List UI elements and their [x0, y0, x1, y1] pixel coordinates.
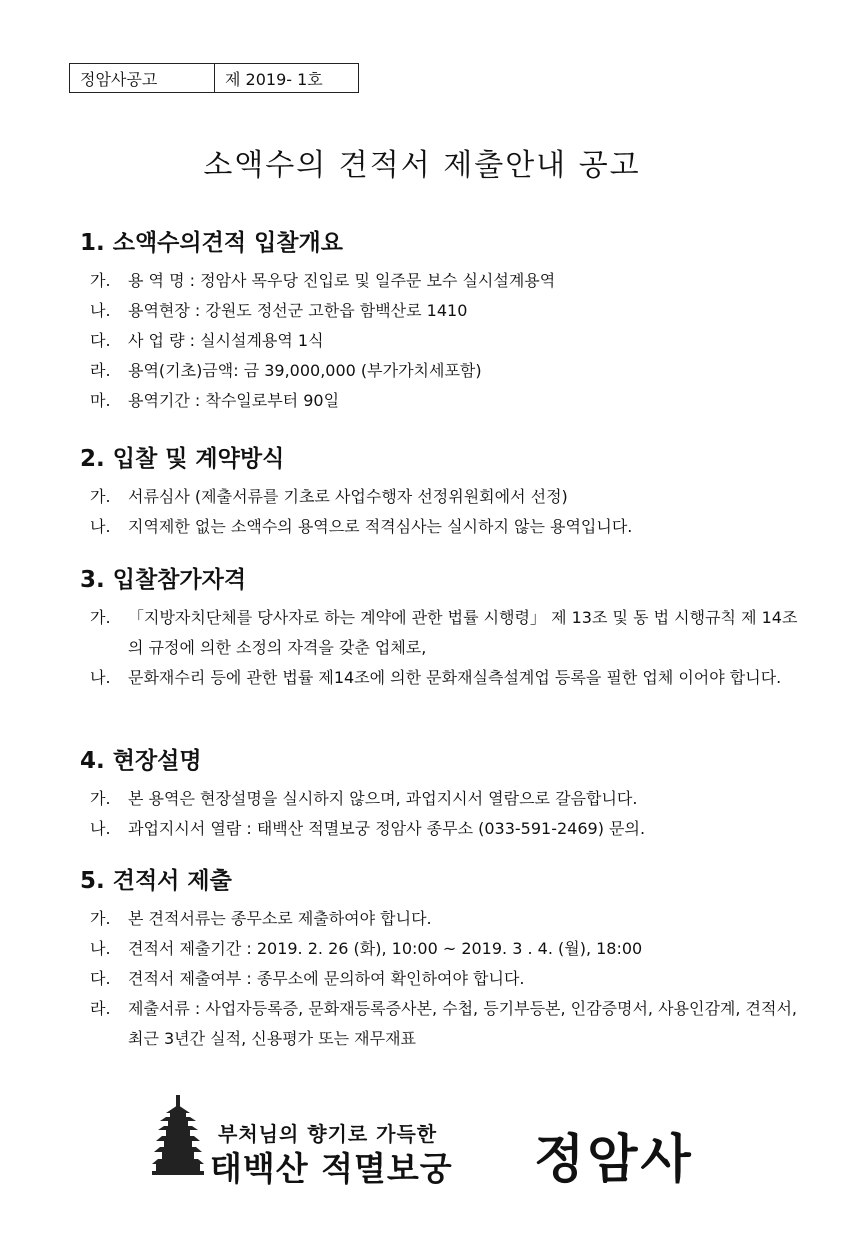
list-item: 나. 견적서 제출기간 : 2019. 2. 26 (화), 10:00 ~ 2019. 3 . 4. (월), 18:00 [90, 939, 643, 958]
section-heading: 4. 현장설명 [80, 748, 202, 774]
section-submission [80, 864, 800, 1054]
list-item: 가. 본 견적서류는 종무소로 제출하여야 합니다. [90, 909, 432, 928]
list-item: 나. 용역현장 : 강원도 정선군 고한읍 함백산로 1410 [90, 301, 468, 320]
section-method [80, 442, 800, 542]
list-item: 가. 용 역 명 : 정암사 목우당 진입로 및 일주문 보수 실시설계용역 [90, 271, 556, 290]
list-item: 다. 사 업 량 : 실시설계용역 1식 [90, 331, 324, 350]
list-item: 마. 용역기간 : 착수일로부터 90일 [90, 391, 340, 410]
temple-seal [150, 1095, 750, 1190]
list-item: 라. 용역(기초)금액: 금 39,000,000 (부가가치세포함) [90, 361, 482, 380]
list-item: 가. 서류심사 (제출서류를 기초로 사업수행자 선정위원회에서 선정) [90, 487, 568, 506]
section-heading: 5. 견적서 제출 [80, 868, 232, 894]
notice-number: 제 2019- 1호 [225, 69, 323, 89]
section-heading: 1. 소액수의견적 입찰개요 [80, 230, 343, 256]
list-item: 가. 본 용역은 현장설명을 실시하지 않으며, 과업지시서 열람으로 갈음합니다. [90, 789, 638, 808]
page-title: 소액수의 견적서 제출안내 공고 [203, 148, 641, 184]
notice-org: 정암사공고 [70, 64, 215, 92]
seal-tagline: 부처님의 향기로 가득한 [218, 1122, 438, 1146]
section-site-briefing [80, 744, 800, 844]
list-item: 라. 제출서류 : 사업자등록증, 문화재등록증사본, 수첩, 등기부등본, 인감증명서, 사용인감계, 견적서, 최근 3년간 실적, 신용평가 또는 재무재표 [90, 999, 798, 1048]
list-item: 다. 견적서 제출여부 : 종무소에 문의하여 확인하여야 합니다. [90, 969, 525, 988]
list-item: 나. 문화재수리 등에 관한 법률 제14조에 의한 문화재실측설계업 등록을 필한 업체 이어야 합니다. [90, 668, 782, 687]
section-eligibility [80, 563, 800, 693]
list-item: 가. 「지방자치단체를 당사자로 하는 계약에 관한 법률 시행령」 제 13조 및 동 법 시행규칙 제 14조의 규정에 의한 소정의 자격을 갖춘 업체로, [90, 608, 798, 657]
list-item: 나. 지역제한 없는 소액수의 용역으로 적격심사는 실시하지 않는 용역입니다. [90, 517, 633, 536]
section-heading: 3. 입찰참가자격 [80, 567, 247, 593]
seal-temple-name: 정암사 [534, 1130, 694, 1190]
section-heading: 2. 입찰 및 계약방식 [80, 446, 285, 472]
section-overview [80, 226, 800, 416]
notice-number-box [69, 63, 359, 93]
seal-place: 태백산 적멸보궁 [210, 1149, 453, 1188]
pagoda-icon [150, 1095, 206, 1175]
list-item: 나. 과업지시서 열람 : 태백산 적멸보궁 정암사 종무소 (033-591-2469) 문의. [90, 819, 646, 838]
